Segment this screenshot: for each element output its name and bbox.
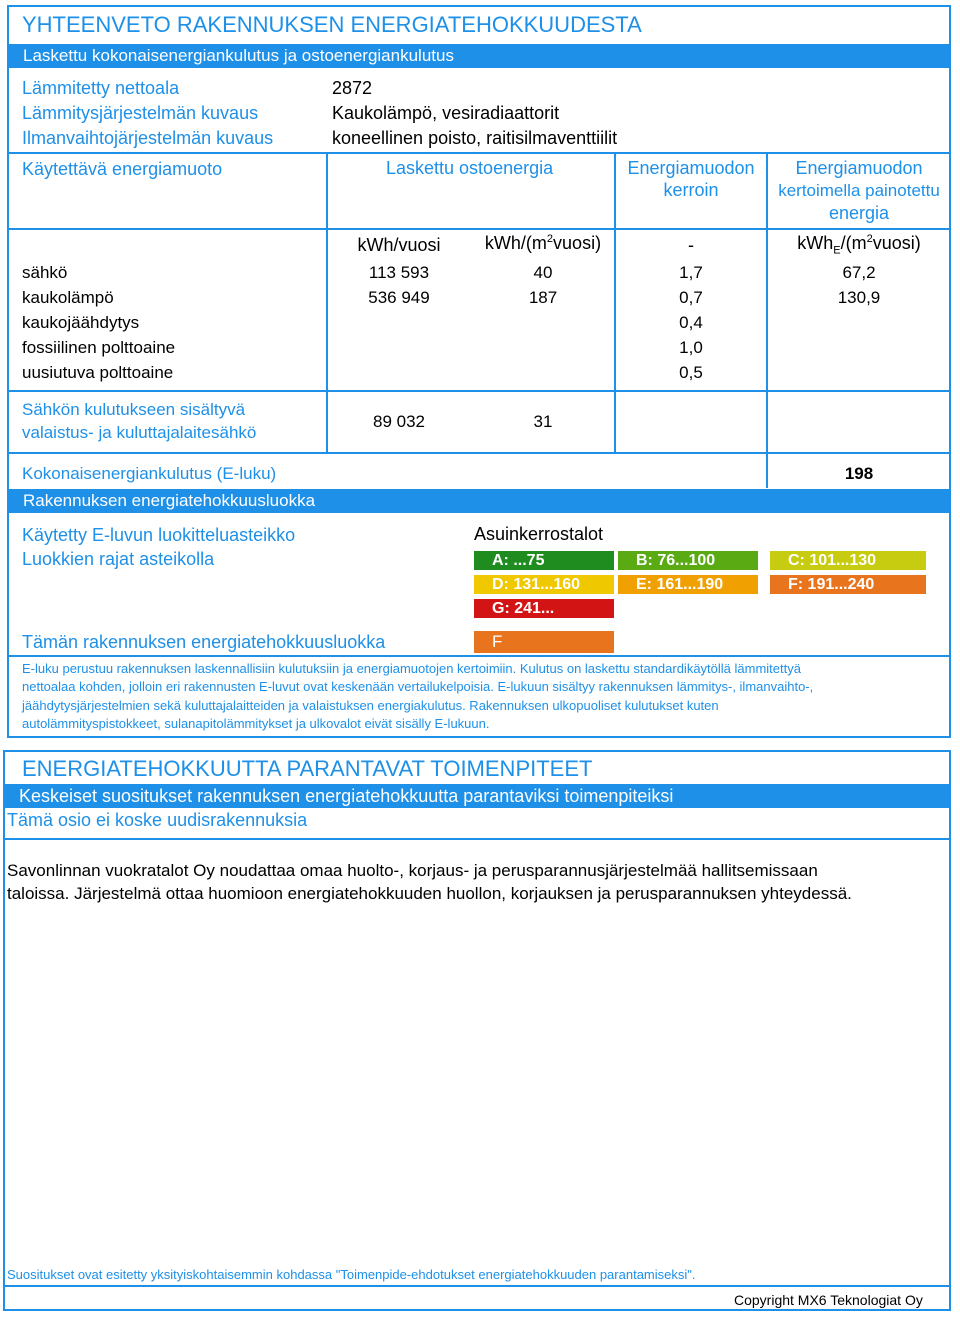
improvements-body-line: Savonlinnan vuokratalot Oy noudattaa omaa huolto-, korjaus- ja perusparannusjärjestelmää hallitsemissaan <box>7 861 818 880</box>
class-badge-d: D: 131...160 <box>474 575 614 594</box>
col-header-energy-form: Käytettävä energiamuoto <box>22 159 223 179</box>
row-name: kaukolämpö <box>22 288 114 307</box>
class-badge-a: A: ...75 <box>474 551 614 570</box>
class-badge-b: B: 76...100 <box>618 551 758 570</box>
table-rule <box>9 390 949 392</box>
row-factor: 0,4 <box>679 313 703 332</box>
col-header-factor-2: kerroin <box>663 180 719 200</box>
row-factor: 0,7 <box>679 288 703 307</box>
summary-subtitle: Laskettu kokonaisenergiankulutus ja ostoenergiankulutus <box>23 46 454 65</box>
lighting-label-1: Sähkön kulutukseen sisältyvä <box>22 400 246 419</box>
row-name: kaukojäähdytys <box>22 313 140 332</box>
unit-kwh-year: kWh/vuosi <box>357 235 441 255</box>
summary-title: YHTEENVETO RAKENNUKSEN ENERGIATEHOKKUUDESTA <box>22 12 642 37</box>
improvements-footnote: Suositukset ovat esitetty yksityiskohtaisemmin kohdassa "Toimenpide-ehdotukset energiatehokkuuden parantamiseksi". <box>7 1267 696 1282</box>
col-header-purchased: Laskettu ostoenergia <box>386 158 554 178</box>
explanation-line: E-luku perustuu rakennuksen laskennallisiin kulutuksiin ja energiamuotojen kertoimiin. Kulutus on laskettu standardikäytöllä lämmitettyä <box>22 661 801 676</box>
row-kwh-m2: 40 <box>533 263 553 282</box>
info-value: koneellinen poisto, raitisilmaventtiilit <box>332 128 618 148</box>
limits-label: Luokkien rajat asteikolla <box>22 549 215 569</box>
info-value: 2872 <box>332 78 373 98</box>
class-badge-g: G: 241... <box>474 599 614 618</box>
table-top-rule <box>9 152 949 154</box>
row-kwh-m2: 187 <box>528 288 558 307</box>
lighting-kwh-m2: 31 <box>533 412 553 431</box>
class-badge-e: E: 161...190 <box>618 575 758 594</box>
improvements-title: ENERGIATEHOKKUUTTA PARANTAVAT TOIMENPITEET <box>22 756 593 781</box>
improvements-subtitle-bar <box>5 784 949 808</box>
total-divider <box>766 452 768 488</box>
unit-factor: - <box>688 235 694 255</box>
row-name: uusiutuva polttoaine <box>22 363 174 382</box>
table-header-rule <box>9 228 949 230</box>
info-value: Kaukolämpö, vesiradiaattorit <box>332 103 560 123</box>
copyright: Copyright MX6 Teknologiat Oy <box>734 1292 923 1308</box>
class-bottom-rule <box>9 655 949 657</box>
improvements-body-line: taloissa. Järjestelmä ottaa huomioon energiatehokkuuden huollon, korjauksen ja perusparannuksen yhteydessä. <box>7 884 852 903</box>
col-header-weighted-2: kertoimella painotettu <box>778 181 940 200</box>
footer-rule <box>5 1285 949 1287</box>
info-label: Lämmitysjärjestelmän kuvaus <box>22 103 259 123</box>
table-rule <box>9 452 949 454</box>
col-header-weighted-3: energia <box>828 203 890 223</box>
row-weighted: 130,9 <box>837 288 881 307</box>
row-weighted: 67,2 <box>842 263 876 282</box>
table-col-divider <box>326 152 328 452</box>
explanation-line: jäähdytysjärjestelmien sekä kuluttajalaitteiden ja valaistuksen energiakulutus. Rakennuksen ulkopuoliset kulutukset kuten <box>22 698 719 713</box>
class-badge-f: F: 191...240 <box>770 575 926 594</box>
building-class-badge: F <box>474 631 614 653</box>
row-name: sähkö <box>22 263 68 282</box>
class-title: Rakennuksen energiatehokkuusluokka <box>23 491 316 510</box>
row-kwh: 536 949 <box>368 288 430 307</box>
row-factor: 0,5 <box>679 363 703 382</box>
row-kwh: 113 593 <box>368 263 430 282</box>
col-header-factor-1: Energiamuodon <box>627 158 755 178</box>
info-label: Ilmanvaihtojärjestelmän kuvaus <box>22 128 274 148</box>
row-factor: 1,0 <box>679 338 703 357</box>
lighting-kwh: 89 032 <box>373 412 425 431</box>
row-name: fossiilinen polttoaine <box>22 338 176 357</box>
explanation-line: autolämmityspistokkeet, sulanapitolämmitykset ja ulkovalot eivät sisälly E-lukuun. <box>22 716 490 731</box>
summary-subtitle-bar <box>9 44 949 68</box>
lighting-label-2: valaistus- ja kuluttajalaitesähkö <box>22 423 257 442</box>
unit-kwh-m2: kWh/$(m^2vuosi)$ <box>484 233 602 253</box>
building-class-label: Tämän rakennuksen energiatehokkuusluokka <box>22 632 386 652</box>
improvements-rule <box>5 838 949 840</box>
class-badge-c: C: 101...130 <box>770 551 926 570</box>
unit-weighted: $kWh_E/(m^2vuosi)$ <box>797 233 921 257</box>
improvements-note: Tämä osio ei koske uudisrakennuksia <box>7 810 308 830</box>
explanation-line: nettoalaa kohden, jolloin eri rakennusten E-luvut ovat keskenään vertailukelpoisia. E-lukuun sisältyy rakennuksen lämmitys-, ilmanvaihto-, <box>22 679 814 694</box>
total-label: Kokonaisenergiankulutus (E-luku) <box>22 464 277 483</box>
class-title-bar <box>9 489 949 513</box>
row-factor: 1,7 <box>679 263 703 282</box>
improvements-frame <box>3 750 951 1311</box>
scale-label: Käytetty E-luvun luokitteluasteikko <box>22 525 296 545</box>
scale-value: Asuinkerrostalot <box>474 524 604 544</box>
info-label: Lämmitetty nettoala <box>22 78 180 98</box>
total-value: 198 <box>844 464 874 483</box>
col-header-weighted-1: Energiamuodon <box>795 158 923 178</box>
improvements-subtitle: Keskeiset suositukset rakennuksen energiatehokkuutta parantaviksi toimenpiteiksi <box>19 786 674 806</box>
